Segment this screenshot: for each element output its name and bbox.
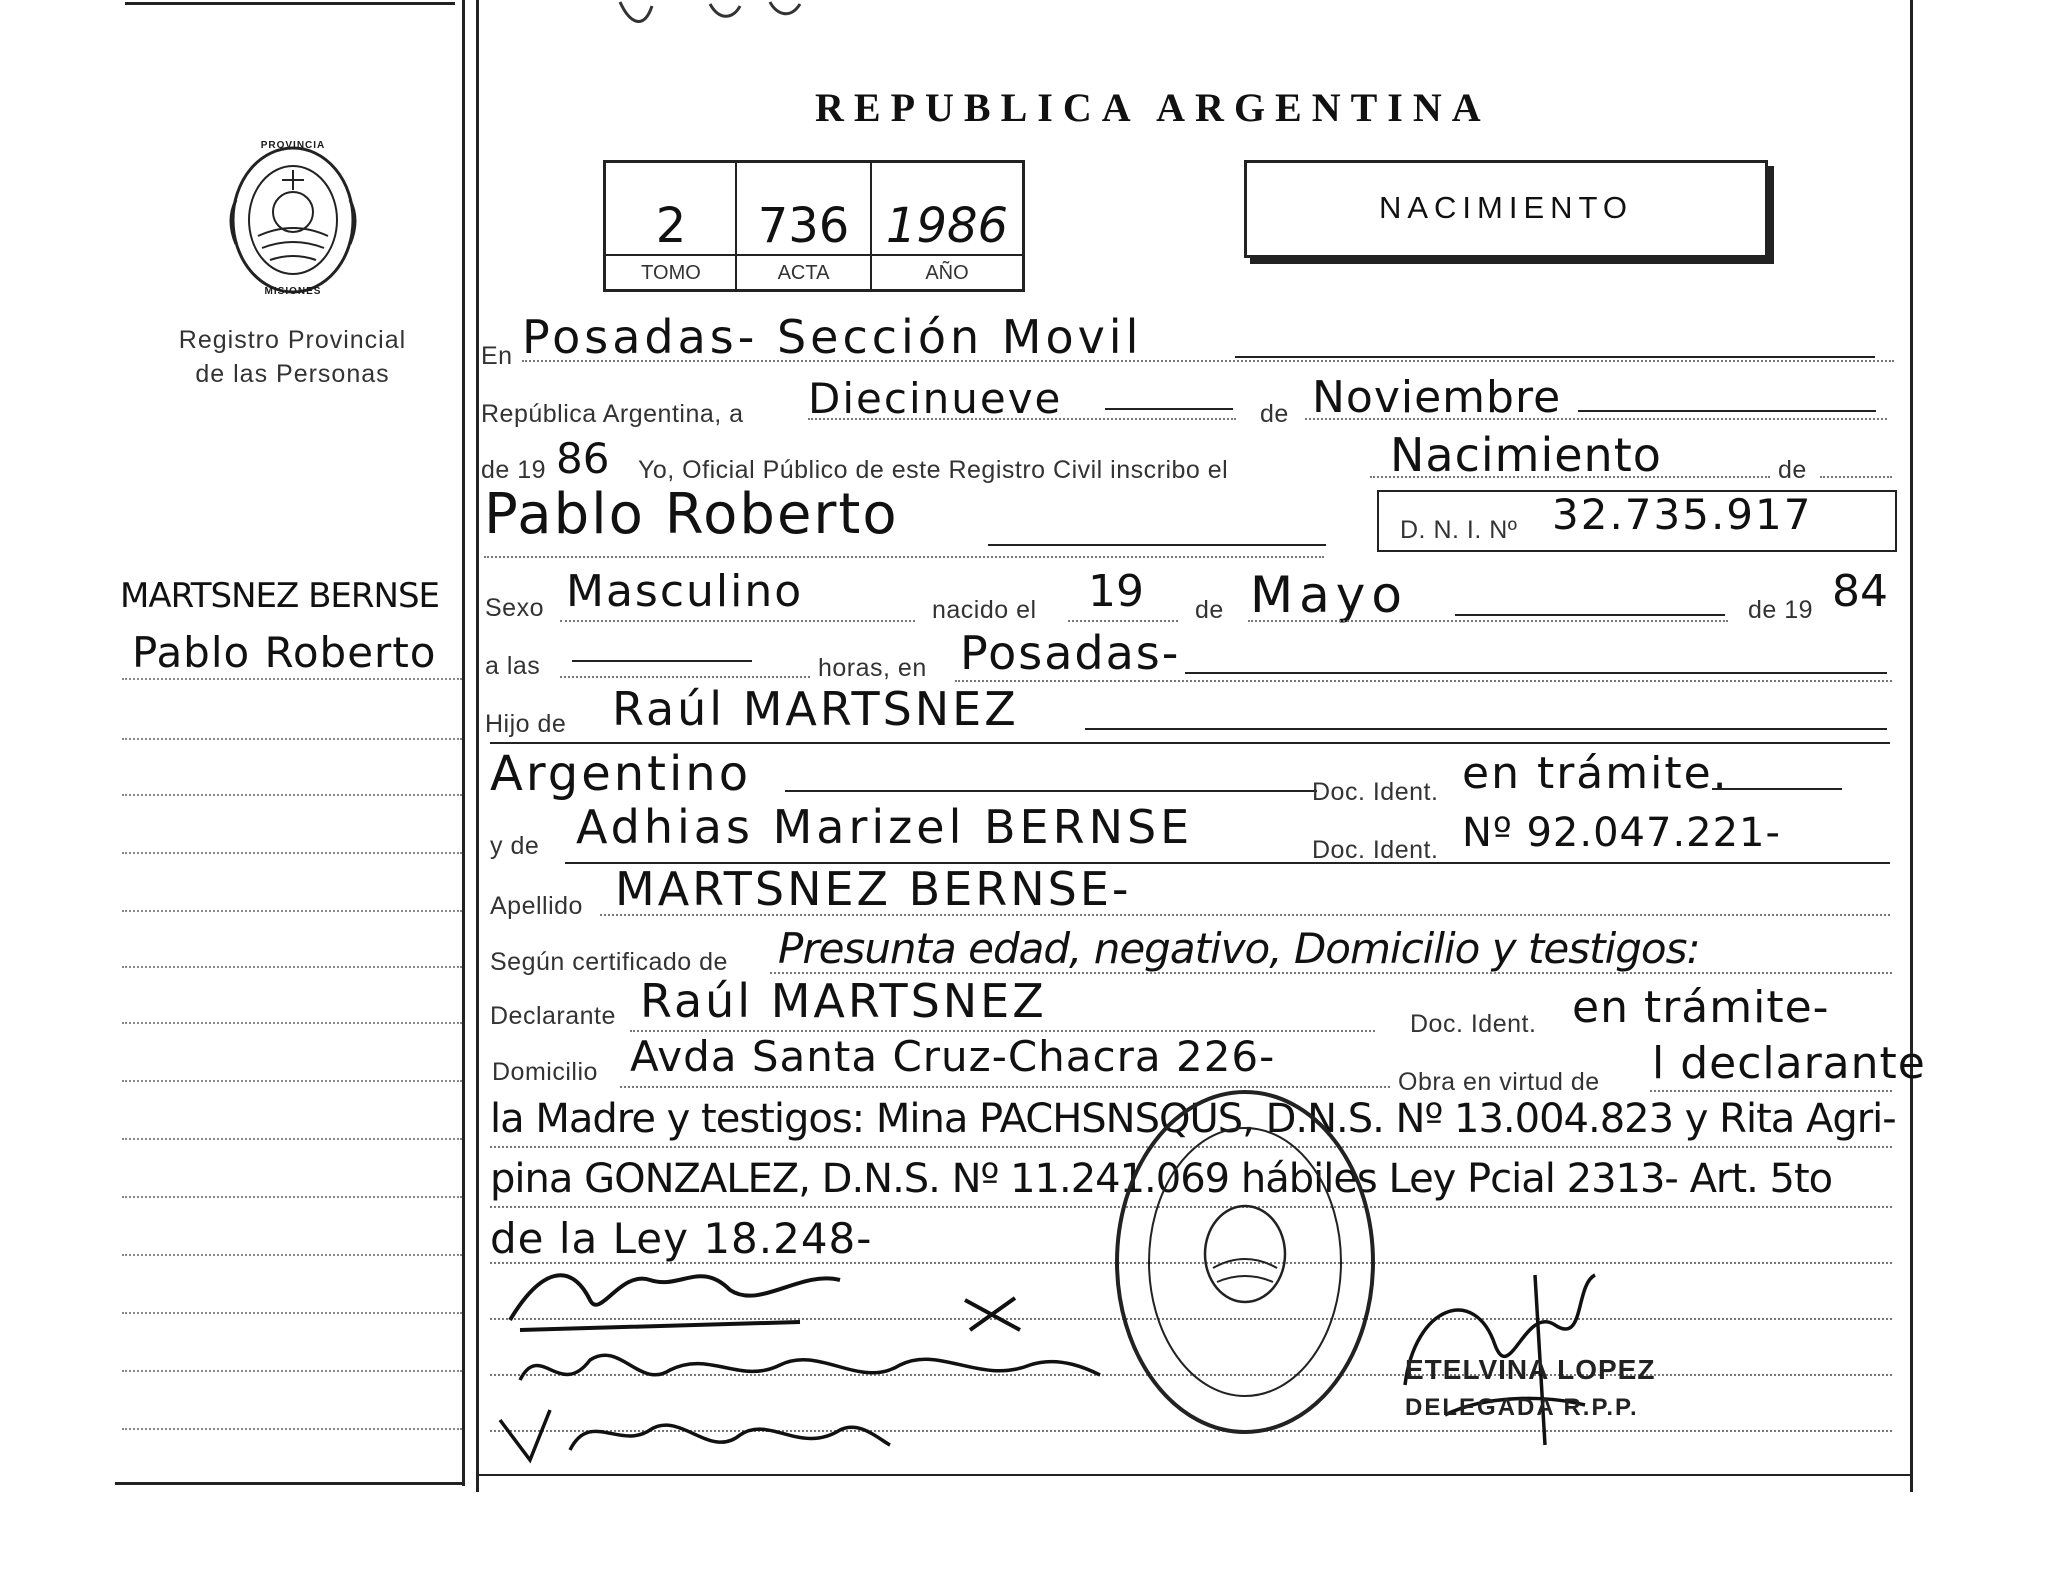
domicilio-value: Avda Santa Cruz-Chacra 226-	[630, 1032, 1276, 1081]
label-domicilio: Domicilio	[492, 1058, 598, 1086]
form-left-border	[476, 0, 479, 1492]
label-de-mes: de	[1260, 400, 1289, 428]
signature-official	[1385, 1245, 1625, 1455]
lugar-value: Posadas- Sección Movil	[522, 310, 1143, 364]
ano-value: 1986	[885, 198, 1009, 254]
mes-nac-value: Mayo	[1250, 566, 1408, 624]
dia-nac-value: 19	[1088, 566, 1144, 617]
label-de-mes-nac: de	[1195, 596, 1224, 624]
x-mark-icon	[960, 1290, 1030, 1340]
tomo-label: TOMO	[641, 262, 701, 284]
box-label-rule	[606, 254, 1022, 256]
ano-inscripcion-value: 86	[556, 434, 610, 483]
lugar-nac-value: Posadas-	[960, 626, 1181, 680]
label-en: En	[481, 342, 513, 370]
label-sexo: Sexo	[485, 594, 544, 622]
act-type-label: NACIMIENTO	[1378, 190, 1634, 225]
apellido-value: MARTSNEZ BERNSE-	[615, 862, 1132, 916]
label-segun-certificado: Según certificado de	[490, 948, 728, 976]
label-de-19: de 19	[481, 456, 547, 484]
country-title: REPUBLICA ARGENTINA	[815, 85, 1491, 130]
certificado-value: Presunta edad, negativo, Domicilio y testigos:	[778, 924, 1700, 973]
label-doc-ident-declarante: Doc. Ident.	[1410, 1010, 1537, 1038]
label-doc-ident-padre: Doc. Ident.	[1312, 778, 1439, 806]
tomo-value: 2	[655, 198, 687, 254]
padre-value: Raúl MARTSNEZ	[612, 682, 1019, 736]
label-dni: D. N. I. Nº	[1400, 516, 1518, 544]
ano-label: AÑO	[925, 262, 969, 284]
stamp-official-role: DELEGADA R.P.P.	[1405, 1394, 1639, 1421]
left-column-divider	[462, 0, 465, 1486]
registry-name-line2: de las Personas	[195, 360, 390, 388]
label-doc-ident-madre: Doc. Ident.	[1312, 836, 1439, 864]
observaciones-line-3: de la Ley 18.248-	[490, 1214, 873, 1263]
label-obra-en-virtud: Obra en virtud de	[1398, 1068, 1600, 1096]
label-de-19-nac: de 19	[1748, 596, 1814, 624]
seal-top-text: PROVINCIA	[260, 140, 326, 151]
left-top-rule	[125, 2, 455, 5]
label-y-de: y de	[490, 832, 540, 860]
doc-padre-value: en trámite.	[1462, 748, 1729, 799]
label-a-las: a las	[485, 652, 541, 680]
provincial-seal-icon	[222, 140, 364, 302]
acto-value: Nacimiento	[1390, 428, 1662, 482]
acta-label: ACTA	[777, 262, 830, 284]
top-scribble	[600, 0, 820, 34]
label-hijo-de: Hijo de	[485, 710, 567, 738]
form-right-border	[1910, 0, 1913, 1492]
obra-value: l declarante	[1652, 1038, 1926, 1089]
dni-value: 32.735.917	[1552, 490, 1813, 539]
left-bottom-rule	[115, 1482, 465, 1485]
madre-value: Adhias Marizel BERNSE	[576, 800, 1194, 854]
signature-witness-2	[490, 1390, 910, 1480]
label-republica-a: República Argentina, a	[481, 400, 744, 428]
acta-value: 736	[757, 198, 850, 254]
stamp-official-name: ETELVINA LOPEZ	[1405, 1354, 1656, 1385]
registry-name-line1: Registro Provincial	[178, 326, 407, 354]
observaciones-line-2: pina GONZALEZ, D.N.S. Nº 11.241.069 hábiles Ley Pcial 2313- Art. 5to	[490, 1156, 1833, 1202]
nombre-value: Pablo Roberto	[484, 482, 899, 547]
signature-declarante	[500, 1250, 860, 1340]
doc-declarante-value: en trámite-	[1572, 982, 1830, 1033]
sexo-value: Masculino	[566, 566, 804, 617]
margin-names: Pablo Roberto	[132, 628, 437, 677]
observaciones-line-1: la Madre y testigos: Mina PACHSNSQUS, D.N.S. Nº 13.004.823 y Rita Agri-	[490, 1096, 1896, 1142]
label-yo-oficial: Yo, Oficial Público de este Registro Civil inscribo el	[638, 456, 1229, 484]
dia-value: Diecinueve	[808, 374, 1063, 423]
label-de-nombre: de	[1778, 456, 1807, 484]
declarante-value: Raúl MARTSNEZ	[640, 974, 1047, 1028]
nacionalidad-padre-value: Argentino	[490, 746, 752, 802]
margin-surname: MARTSNEZ BERNSE	[120, 576, 440, 616]
seal-bottom-text: MISIONES	[264, 286, 322, 297]
label-horas-en: horas, en	[818, 654, 927, 682]
doc-madre-value: Nº 92.047.221-	[1462, 810, 1781, 856]
label-nacido-el: nacido el	[932, 596, 1037, 624]
mes-value: Noviembre	[1312, 372, 1562, 423]
official-round-stamp	[1105, 1082, 1385, 1442]
label-apellido: Apellido	[490, 892, 583, 920]
ano-nac-value: 84	[1832, 566, 1888, 617]
label-declarante: Declarante	[490, 1002, 616, 1030]
